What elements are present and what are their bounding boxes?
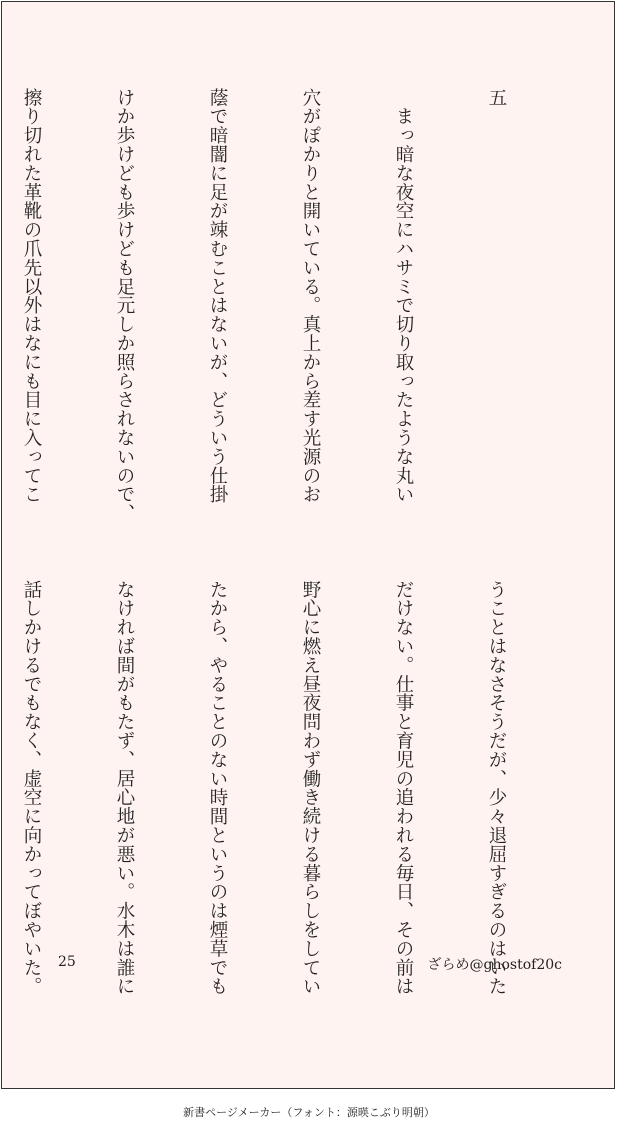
text-line: けか歩けども歩けども足元しか照らされないので、 xyxy=(114,88,135,523)
upper-text-block xyxy=(0,88,574,543)
text-line: 話しかけるでもなく、虚空に向かってぼやいた。 xyxy=(21,580,42,996)
book-page xyxy=(1,1,615,1089)
text-line: うことはなさそうだが、少々退屈すぎるのはいた xyxy=(486,580,507,996)
text-line: まっ暗な夜空にハサミで切り取ったような丸い xyxy=(393,88,414,504)
text-line: たから、やることのない時間というのは煙草でも xyxy=(207,580,228,996)
text-line: 五 xyxy=(486,88,507,107)
text-line: だけない。仕事と育児の追われる毎日、その前は xyxy=(393,580,414,996)
text-line: なければ間がもたず、居心地が悪い。水木は誰に xyxy=(114,580,135,996)
generator-credit: 新書ページメーカー（フォント：源暎こぶり明朝） xyxy=(183,1106,435,1119)
text-line: 擦り切れた革靴の爪先以外はなにも目に入ってこ xyxy=(21,88,42,504)
page-number: 25 xyxy=(58,954,76,970)
author-handle: ざらめ@ghostof20c xyxy=(427,957,562,973)
text-line: 野心に燃え昼夜問わず働き続ける暮らしをしてい xyxy=(300,580,321,996)
text-line: 蔭で暗闇に足が竦むことはないが、どういう仕掛 xyxy=(207,88,228,504)
text-line: 穴がぽかりと開いている。真上から差す光源のお xyxy=(300,88,321,504)
